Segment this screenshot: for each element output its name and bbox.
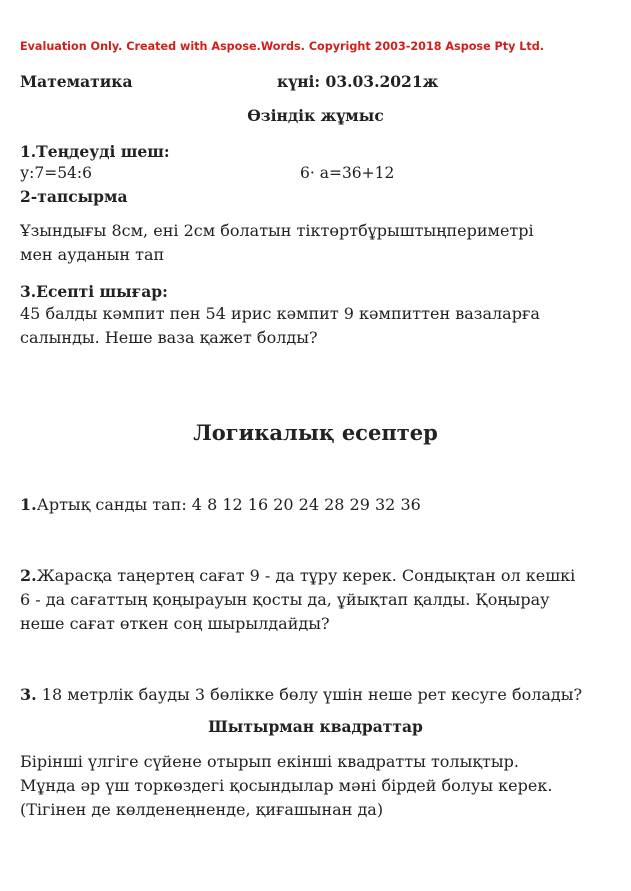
task3-line-1: 45 балды кәмпит пен 54 ирис кәмпит 9 кәмпиттен вазаларға [20,304,540,323]
magic-line-1: Бірінші үлгіге сүйене отырып екінші квадратты толықтыр. [20,752,519,771]
logic-task-2-number: 2. [20,566,37,585]
task3-heading: 3.Есепті шығар: [20,282,168,301]
logic-task-2-line-2: 6 - да сағаттың қоңырауын қосты да, ұйықтап қалды. Қоңырау [20,590,550,609]
logic-task-3-text: 18 метрлік бауды 3 бөлікке бөлу үшін неше рет кесуге болады? [36,685,583,704]
evaluation-watermark: Evaluation Only. Created with Aspose.Words. Copyright 2003-2018 Aspose Pty Ltd. [20,40,545,53]
date-label: күні: 03.03.2021ж [277,72,439,91]
magic-squares-title: Шытырман квадраттар [208,717,423,736]
logic-task-3-number: 3. [20,685,37,704]
logic-task-2-line-3: неше сағат өткен соң шырылдайды? [20,614,330,633]
task2-line-1: Ұзындығы 8см, ені 2см болатын тіктөртбұрыштыңпериметрі [20,221,534,240]
task1-equation-2: 6· а=36+12 [300,164,395,182]
logic-task-2 [20,564,620,636]
task3-line-2: салынды. Неше ваза қажет болды? [20,328,318,347]
magic-line-2: Мұнда әр үш торкөздегі қосындылар мәні бірдей болуы керек. [20,776,553,795]
task1-equation-1: у:7=54:6 [20,164,92,182]
subject-label: Математика [20,72,133,91]
magic-line-3: (Тігінен де көлденеңненде, қиғашынан да) [20,800,384,819]
logic-task-2-line-1: Жарасқа таңертең сағат 9 - да тұру керек. Сондықтан ол кешкі [36,566,576,585]
section-title: Өзіндік жұмыс [247,106,384,125]
task2-text [20,219,620,267]
logic-task-1-number: 1. [20,495,37,514]
magic-squares-text [20,750,620,822]
logic-section-title: Логикалық есептер [193,420,438,445]
task2-heading: 2-тапсырма [20,187,128,206]
task2-line-2: мен ауданын тап [20,245,165,264]
task1-heading: 1.Теңдеуді шеш: [20,142,170,161]
logic-task-1-text: Артық санды тап: 4 8 12 16 20 24 28 29 32 36 [36,495,421,514]
logic-task-3 [20,683,620,707]
logic-task-1 [20,493,620,517]
task3-text [20,302,620,350]
